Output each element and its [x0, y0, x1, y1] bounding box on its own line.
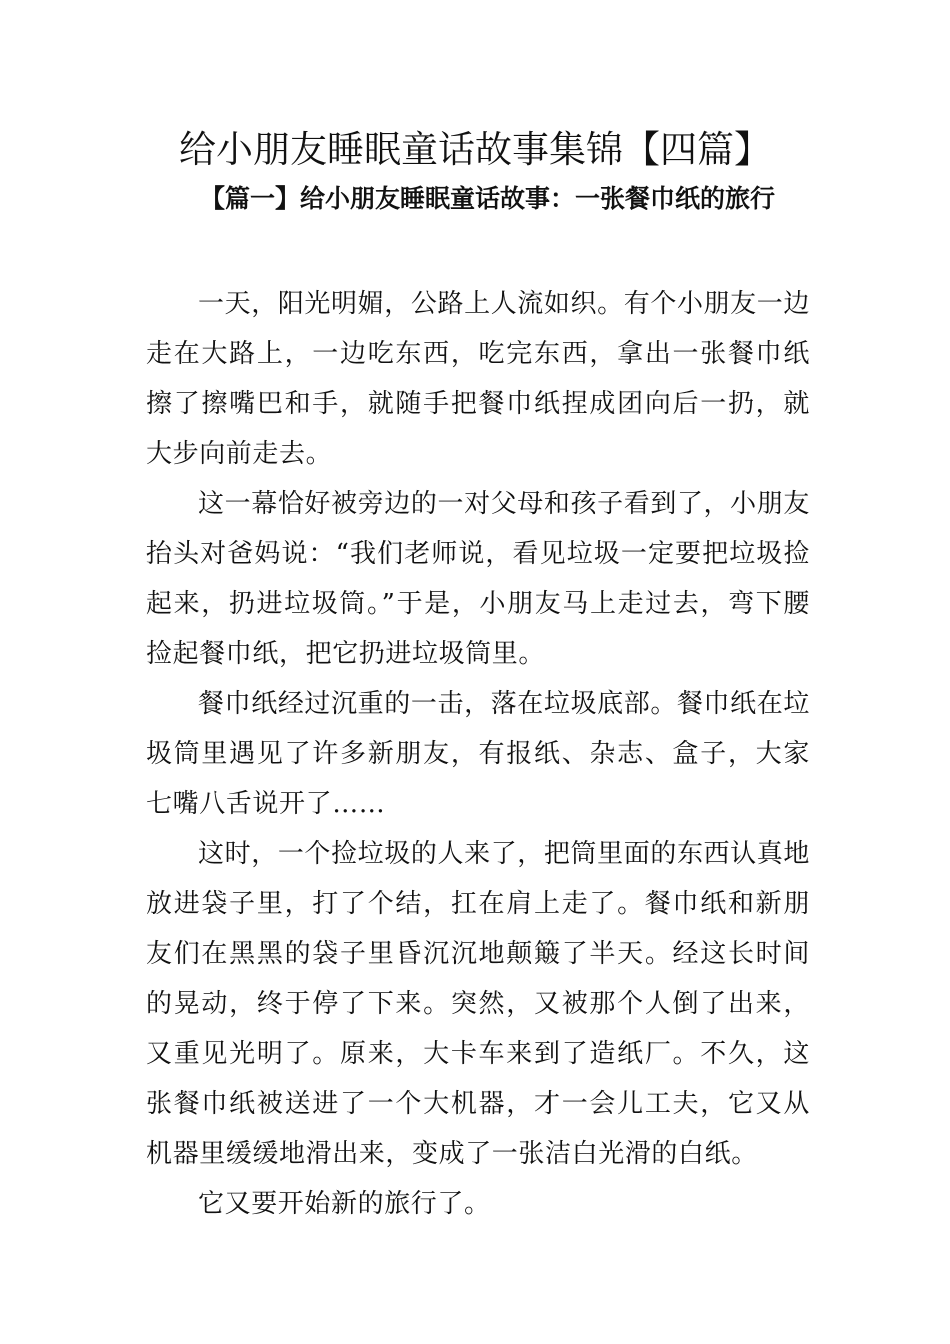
story-body — [146, 279, 810, 1229]
paragraph: 这时，一个捡垃圾的人来了，把筒里面的东西认真地放进袋子里，打了个结，扛在肩上走了。餐巾纸和新朋友们在黑黑的袋子里昏沉沉地颠簸了半天。经这长时间的晃动，终于停了下来。突然，又被那个人倒了出来，又重见光明了。原来，大卡车来到了造纸厂。不久，这张餐巾纸被送进了一个大机器，才一会儿工夫，它又从机器里缓缓地滑出来，变成了一张洁白光滑的白纸。 — [146, 839, 810, 1169]
section-subtitle: 【篇一】给小朋友睡眠童话故事：一张餐巾纸的旅行 — [200, 184, 776, 213]
paragraph: 餐巾纸经过沉重的一击，落在垃圾底部。餐巾纸在垃圾筒里遇见了许多新朋友，有报纸、杂志、盒子，大家七嘴八舌说开了…… — [146, 689, 810, 819]
paragraph: 这一幕恰好被旁边的一对父母和孩子看到了，小朋友抬头对爸妈说：“我们老师说，看见垃圾一定要把垃圾捡起来，扔进垃圾筒。”于是，小朋友马上走过去，弯下腰捡起餐巾纸，把它扔进垃圾筒里。 — [146, 489, 810, 669]
paragraph: 它又要开始新的旅行了。 — [198, 1189, 491, 1219]
paragraph: 一天，阳光明媚，公路上人流如织。有个小朋友一边走在大路上，一边吃东西，吃完东西，拿出一张餐巾纸擦了擦嘴巴和手，就随手把餐巾纸捏成团向后一扔，就大步向前走去。 — [146, 289, 810, 469]
document-title: 给小朋友睡眠童话故事集锦【四篇】 — [179, 128, 771, 171]
